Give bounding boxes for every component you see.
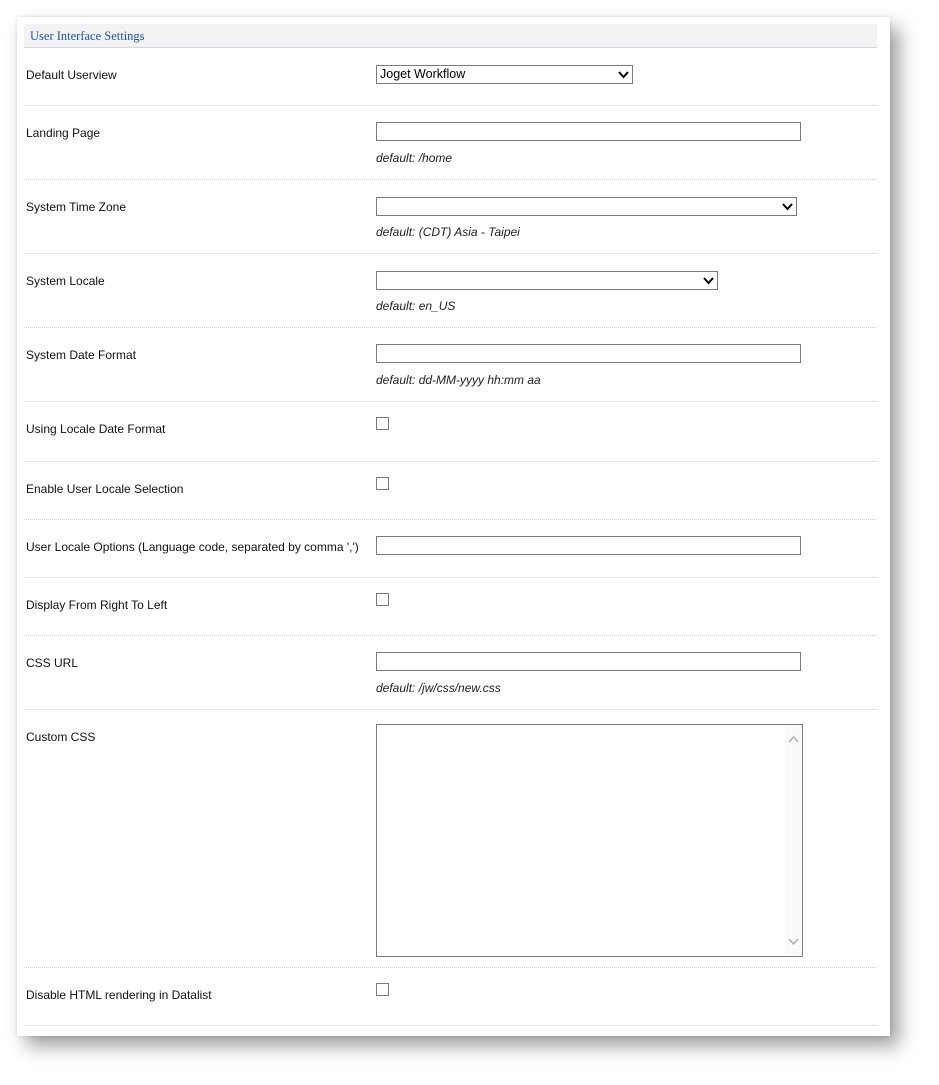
locale-label: System Locale bbox=[26, 274, 105, 288]
disable-html-datalist-label: Disable HTML rendering in Datalist bbox=[26, 988, 212, 1002]
default-userview-value: Joget Workflow bbox=[380, 67, 466, 81]
chevron-up-icon[interactable] bbox=[788, 735, 799, 743]
row-divider bbox=[24, 179, 877, 180]
rtl-checkbox[interactable] bbox=[376, 593, 389, 606]
landing-page-label: Landing Page bbox=[26, 126, 101, 140]
default-userview-select[interactable] bbox=[376, 65, 633, 84]
settings-panel bbox=[17, 17, 890, 1036]
row-divider bbox=[24, 105, 877, 106]
landing-page-input[interactable] bbox=[376, 122, 801, 141]
custom-css-textarea[interactable] bbox=[376, 724, 803, 957]
rtl-label: Display From Right To Left bbox=[26, 598, 168, 612]
chevron-down-icon bbox=[782, 202, 793, 211]
enable-user-locale-checkbox[interactable] bbox=[376, 477, 389, 490]
section-header bbox=[24, 24, 877, 48]
row-divider bbox=[24, 577, 877, 578]
enable-user-locale-label: Enable User Locale Selection bbox=[26, 482, 184, 496]
css-url-hint: default: /jw/css/new.css bbox=[376, 681, 501, 695]
row-divider bbox=[24, 635, 877, 636]
date-format-hint: default: dd-MM-yyyy hh:mm aa bbox=[376, 373, 541, 387]
using-locale-date-checkbox[interactable] bbox=[376, 417, 389, 430]
row-divider bbox=[24, 709, 877, 710]
row-divider bbox=[24, 967, 877, 968]
user-locale-options-input[interactable] bbox=[376, 536, 801, 555]
custom-css-scrollbar[interactable] bbox=[785, 725, 802, 956]
chevron-down-icon[interactable] bbox=[788, 938, 799, 946]
css-url-label: CSS URL bbox=[26, 656, 79, 670]
row-divider bbox=[24, 519, 877, 520]
chevron-down-icon bbox=[703, 276, 714, 285]
custom-css-label: Custom CSS bbox=[26, 730, 96, 744]
row-divider bbox=[24, 401, 877, 402]
locale-hint: default: en_US bbox=[376, 299, 456, 313]
row-divider bbox=[24, 1025, 877, 1026]
row-divider bbox=[24, 327, 877, 328]
time-zone-label: System Time Zone bbox=[26, 200, 127, 214]
disable-html-datalist-checkbox[interactable] bbox=[376, 983, 389, 996]
chevron-down-icon bbox=[618, 70, 629, 79]
row-divider bbox=[24, 461, 877, 462]
user-locale-options-label: User Locale Options (Language code, separated by comma ',') bbox=[26, 540, 359, 554]
default-userview-label: Default Userview bbox=[26, 68, 117, 82]
css-url-input[interactable] bbox=[376, 652, 801, 671]
landing-page-hint: default: /home bbox=[376, 151, 453, 165]
locale-select[interactable] bbox=[376, 271, 718, 290]
date-format-label: System Date Format bbox=[26, 348, 137, 362]
date-format-input[interactable] bbox=[376, 344, 801, 363]
section-title: User Interface Settings bbox=[30, 29, 145, 43]
using-locale-date-label: Using Locale Date Format bbox=[26, 422, 166, 436]
time-zone-select[interactable] bbox=[376, 197, 797, 216]
row-divider bbox=[24, 253, 877, 254]
time-zone-hint: default: (CDT) Asia - Taipei bbox=[376, 225, 520, 239]
